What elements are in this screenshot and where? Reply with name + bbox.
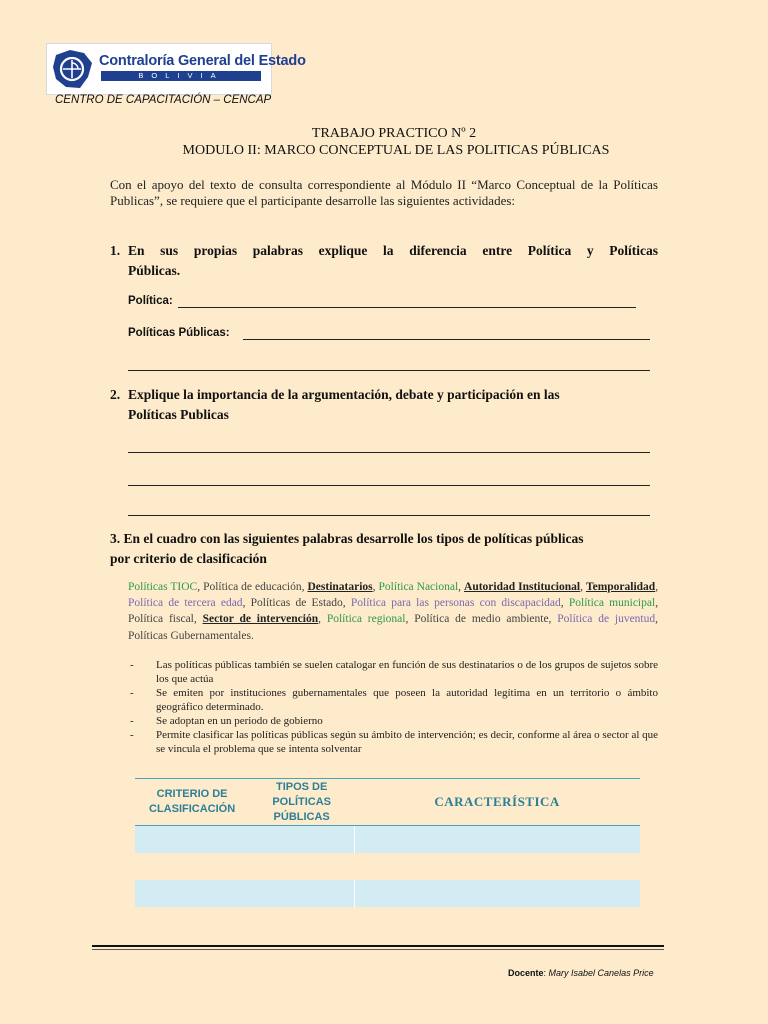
question-2 — [110, 385, 658, 425]
question-3 — [110, 529, 670, 569]
bolivia-map-icon — [50, 47, 94, 91]
question-1-line2: Públicas. — [128, 263, 181, 278]
list-item — [130, 714, 658, 728]
word-item: Política regional — [326, 613, 406, 626]
word-separator: , — [372, 581, 379, 593]
table-cell[interactable] — [135, 826, 354, 854]
word-item: Política de educación — [203, 581, 302, 593]
bullet-text: Se adoptan en un periodo de gobierno — [156, 715, 323, 727]
teacher-name: Mary Isabel Canelas Price — [548, 968, 654, 978]
politica-field-label: Política: — [128, 295, 173, 307]
table-cell[interactable] — [135, 880, 354, 907]
word-item: Política de juventud — [557, 613, 656, 626]
footer-divider — [92, 949, 664, 950]
word-item: Políticas de Estado — [250, 597, 343, 610]
word-separator: , — [242, 597, 251, 610]
question-1-number: 1. — [110, 243, 121, 258]
answer-line[interactable] — [128, 485, 650, 486]
table-cell[interactable] — [354, 826, 640, 854]
word-list — [128, 579, 658, 644]
politica-answer-line[interactable] — [178, 307, 636, 308]
word-separator: , — [655, 613, 659, 626]
table-cell[interactable] — [354, 853, 640, 880]
list-item — [130, 686, 658, 714]
word-separator: , — [405, 613, 415, 626]
word-item: Autoridad Institucional — [464, 581, 581, 593]
bullet-text: Se emiten por instituciones gubernamentales que poseen la autoridad legítima en un territorio o ámbito geográfico determinado. — [156, 687, 658, 713]
teacher-label: Docente — [508, 968, 544, 978]
word-item: Políticas Gubernamentales. — [128, 629, 254, 642]
question-1-line1: En sus propias palabras explique la diferencia entre Política y Políticas — [128, 243, 658, 258]
politicas-publicas-field-label: Políticas Públicas: — [128, 327, 230, 339]
word-separator: , — [655, 581, 659, 593]
word-separator: , — [197, 581, 204, 593]
question-2-line1: Explique la importancia de la argumentación, debate y participación en las — [128, 387, 560, 402]
word-item: Políticas TIOC — [128, 581, 198, 593]
bullet-marker: - — [130, 687, 134, 699]
teacher-credit: Docente: Mary Isabel Canelas Price — [508, 968, 654, 978]
footer-divider — [92, 945, 664, 947]
assignment-title: TRABAJO PRACTICO Nº 2 — [311, 126, 477, 141]
header-tipos: TIPOS DE POLÍTICAS PÚBLICAS — [249, 779, 354, 826]
word-separator: , — [580, 581, 586, 593]
politicas-publicas-answer-line[interactable] — [243, 339, 650, 340]
word-separator: , — [560, 597, 569, 610]
table-row — [135, 880, 640, 907]
training-center-label: CENTRO DE CAPACITACIÓN – CENCAP — [55, 94, 272, 106]
org-country: BOLIVIA — [101, 71, 261, 81]
word-separator: , — [342, 597, 351, 610]
table-row — [135, 853, 640, 880]
bullet-list — [130, 658, 658, 756]
table-cell[interactable] — [135, 853, 354, 880]
list-item — [130, 658, 658, 686]
bullet-text: Permite clasificar las políticas públicas según su ámbito de intervención; es decir, conforme al área o sector al que se vincula el problema que se intenta solventar — [156, 729, 659, 755]
answer-line[interactable] — [128, 515, 650, 516]
org-logo — [46, 43, 306, 95]
word-item: Política fiscal — [128, 613, 194, 626]
answer-line[interactable] — [128, 370, 650, 371]
word-item: Política Nacional — [378, 581, 459, 593]
word-separator: , — [318, 613, 327, 626]
word-item: Destinatarios — [307, 581, 373, 593]
word-item: Política municipal — [568, 597, 656, 610]
list-item — [130, 728, 658, 756]
question-3-line1: 3. En el cuadro con las siguientes palabras desarrolle los tipos de políticas públicas — [110, 531, 584, 546]
word-separator: , — [458, 581, 465, 593]
org-name: Contraloría General del Estado — [99, 53, 306, 69]
word-item: Política de tercera edad — [128, 597, 243, 610]
module-title: MODULO II: MARCO CONCEPTUAL DE LAS POLITICAS PÚBLICAS — [182, 143, 610, 158]
bullet-marker: - — [130, 715, 134, 727]
word-item: Sector de intervención — [202, 613, 319, 626]
question-1 — [110, 241, 658, 281]
word-item: Política para las personas con discapacidad — [350, 597, 561, 610]
header-caracteristica: CARACTERÍSTICA — [354, 779, 640, 826]
question-2-line2: Políticas Publicas — [128, 407, 229, 422]
table-cell[interactable] — [354, 880, 640, 907]
word-item: Temporalidad — [585, 581, 656, 593]
bullet-text: Las políticas públicas también se suelen catalogar en función de sus destinatarios o de los grupos de sujetos sobre los que actúa — [156, 659, 658, 685]
intro-paragraph: Con el apoyo del texto de consulta correspondiente al Módulo II “Marco Conceptual de la Políticas Publicas”, se requiere que el participante desarrolle las siguientes actividades: — [110, 177, 658, 208]
word-separator: , — [655, 597, 659, 610]
table-row — [135, 826, 640, 854]
bullet-marker: - — [130, 729, 134, 741]
word-separator: , — [548, 613, 558, 626]
header-criterio: CRITERIO DE CLASIFICACIÓN — [135, 779, 249, 826]
question-3-line2: por criterio de clasificación — [110, 551, 267, 566]
word-item: Política de medio ambiente — [414, 613, 549, 626]
table-header-row — [135, 779, 640, 826]
question-2-number: 2. — [110, 387, 121, 402]
answer-line[interactable] — [128, 452, 650, 453]
bullet-marker: - — [130, 659, 134, 671]
word-separator: , — [193, 613, 203, 626]
word-separator: , — [301, 581, 308, 593]
classification-table — [135, 778, 640, 907]
